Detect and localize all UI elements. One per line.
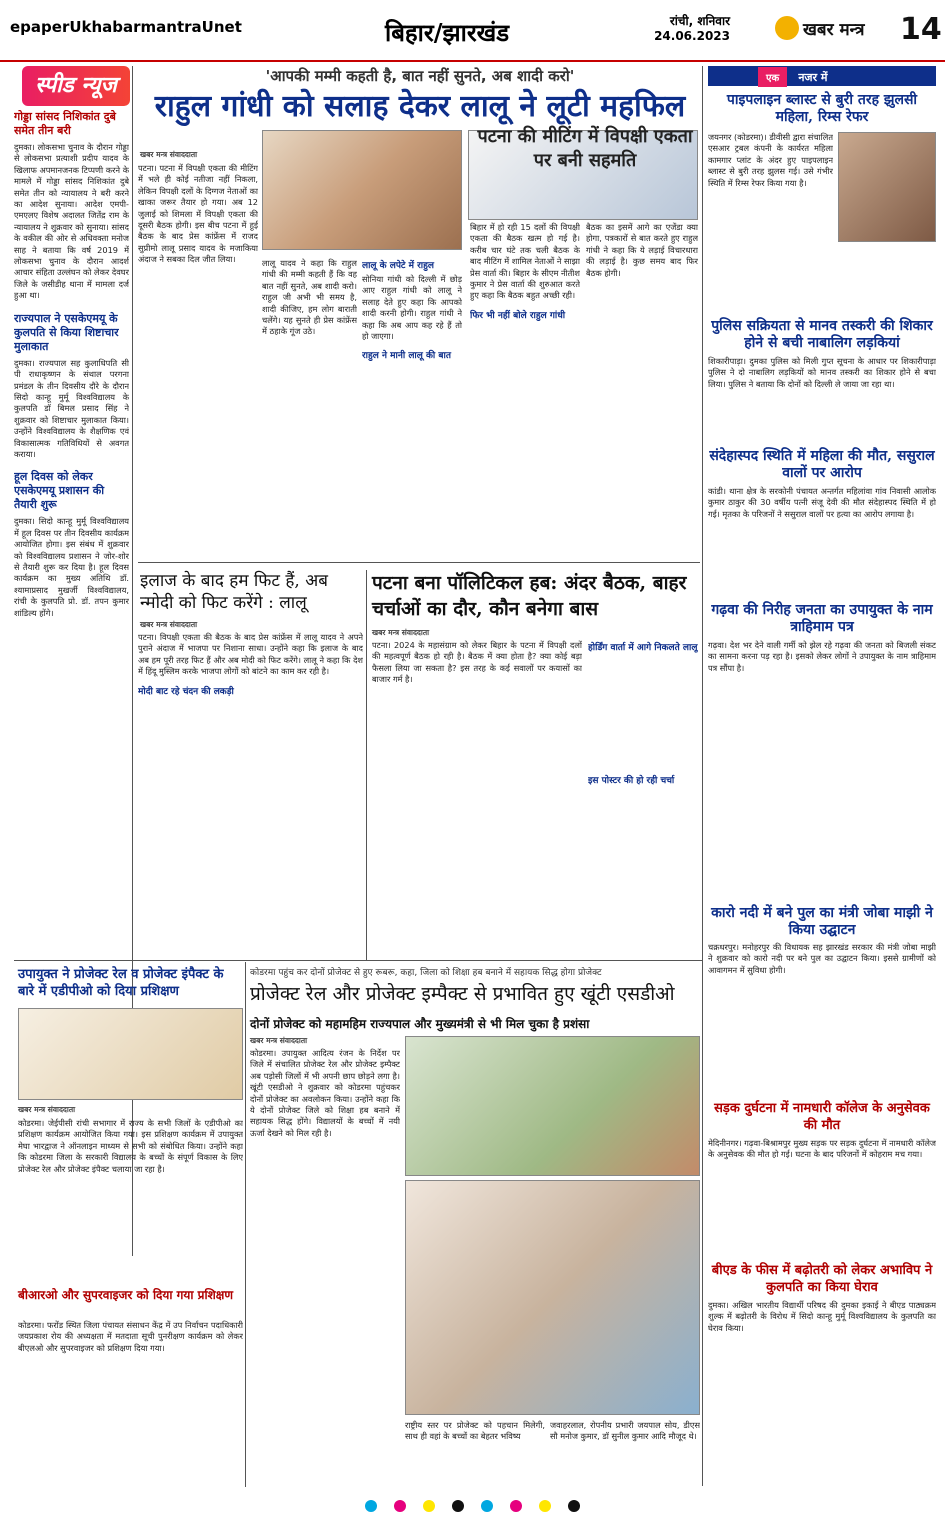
logo-icon bbox=[775, 16, 799, 40]
speed-news-badge: स्पीड न्यूज bbox=[22, 66, 130, 106]
koderma-caption-2 bbox=[550, 1420, 700, 1488]
right-body: गढ़वा। देश भर देने वाली गर्मी को झेल रहे गढ़वा की जनता को बिजली संकट का सामना करना पड़ रहा है। इसको लेकर लोगों ने उपायुक्त के नाम त्राहिमाम पत्र सौंपा है। bbox=[708, 640, 936, 673]
tag-ek: एक bbox=[758, 67, 787, 87]
story2-body: बैठक का इसमें आगे का एजेंडा क्या होगा, पत्रकारों से बात करते हुए राहुल गांधी ने कहा कि ये लड़ाई विचारधारा की लड़ाई है। कुछ समय बाद फिर बैठक होगी। bbox=[586, 222, 698, 278]
speed-news-body: दुमका। राज्यपाल सह कुलाधिपति सी पी राधाकृष्णन के संथाल परगना प्रमंडल के तीन दिवसीय दौरे के दौरान सिदो कान्हू मुर्मू विश्वविद्यालय के कुलपति डॉ बिमल प्रसाद सिंह ने शुक्रवार को शिष्टाचार मुलाकात किया। उन्होंने विश्वविद्यालय के शैक्षणिक एवं विकासात्मक गतिविधियों से अवगत कराया। bbox=[14, 357, 129, 459]
right-body-wrap bbox=[708, 640, 936, 900]
column-divider bbox=[366, 570, 367, 960]
story2-col-1 bbox=[470, 222, 580, 558]
registration-mark bbox=[481, 1500, 493, 1512]
dateline bbox=[610, 14, 730, 44]
story3-subhead: मोदी बाट रहे चंदन की लकड़ी bbox=[138, 686, 234, 697]
registration-mark bbox=[394, 1500, 406, 1512]
right-body-wrap bbox=[708, 1138, 936, 1258]
nazar-banner bbox=[708, 66, 936, 86]
registration-mark bbox=[568, 1500, 580, 1512]
story3-headline: इलाज के बाद हम फिट हैं, अब न्मोदी को फिट करेंगे : लालू bbox=[140, 571, 328, 613]
training-photo bbox=[18, 1008, 243, 1100]
section-divider bbox=[138, 562, 700, 563]
story2-col-2 bbox=[586, 222, 698, 558]
story4-col-1 bbox=[372, 640, 582, 955]
right-body: दुमका। अखिल भारतीय विद्यार्थी परिषद की दुमका इकाई ने बीएड पाठ्यक्रम शुल्क में बढ़ोतरी के विरोध में सिदो कान्हू मुर्मू विश्वविद्यालय के कुलपति का घेराव किया। bbox=[708, 1300, 936, 1333]
issue-date: 24.06.2023 bbox=[654, 29, 730, 43]
upayukt-headline: उपायुक्त ने प्रोजेक्ट रेल व प्रोजेक्ट इंपैक्ट के बारे में एडीपीओ को दिया प्रशिक्षण bbox=[18, 967, 224, 999]
lead-body: लालू यादव ने कहा कि राहुल गांधी की मम्मी कहती हैं कि वह बात नहीं सुनते, अब शादी करो। राहुल जी अभी भी समय है, शादी कीजिए, हम लोग बाराती चलेंगे। यह सुनते ही प्रेस कांफ्रेंस में ठहाके गूंज उठे। bbox=[262, 258, 357, 337]
right-body: कांडी। थाना क्षेत्र के सरकोनी पंचायत अन्तर्गत महिलांवा गांव निवासी आलोक कुमार ठाकुर की 30 वर्षीय पत्नी संजू देवी की मौत संदेहास्पद स्थिति में हो गई। मृतका के परिजनों ने ससुराल वालों पर हत्या का आरोप लगाया है। bbox=[708, 486, 936, 519]
lead-photo bbox=[262, 130, 462, 250]
bio-body-wrap bbox=[18, 1320, 243, 1480]
right-body-wrap bbox=[708, 132, 833, 312]
story4-byline: खबर मन्त्र संवाददाता bbox=[372, 628, 430, 637]
registration-mark bbox=[539, 1500, 551, 1512]
right-body-wrap bbox=[708, 1300, 936, 1485]
upayukt-body: कोडरमा। जेईपीसी रांची सभागार में राज्य के सभी जिलों के एडीपीओ का प्रशिक्षण कार्यक्रम आयोजित किया गया। इस प्रशिक्षण कार्यक्रम में उपायुक्त मेघा भारद्वाज ने ऑनलाइन माध्यम से सभी को संबोधित किया। उन्होंने कहा कि कोडरमा जिला के सरकारी विद्यालय के बच्चों के संपूर्ण विकास के लिए प्रोजेक्ट रेल और प्रोजेक्ट इंपैक्ट चलाया जा रहा है। bbox=[18, 1118, 243, 1174]
speed-news-body: दुमका। सिदो कान्हू मुर्मू विश्वविद्यालय में हूल दिवस पर तीन दिवसीय कार्यक्रम आयोजित होगा। इस संबंध में शुक्रवार को विश्वविद्यालय प्रशासन ने जोर-शोर से तैयारी शुरू कर दिया है। हूल दिवस कार्यक्रम का मुख्य अतिथि डॉ. श्यामाप्रसाद मुखर्जी विश्वविद्यालय, रांची के कुलपति प्रो. डॉ. तपन कुमार शांडिल्य होंगे। bbox=[14, 516, 129, 618]
story3-body-wrap bbox=[138, 632, 363, 957]
brand-logo bbox=[775, 16, 895, 46]
photo-caption: जवाहरलाल, रोपनीय प्रभारी जयपाल सोय, डीएस सौ मनोज कुमार, डॉ सुनील कुमार आदि मौजूद थे। bbox=[550, 1420, 700, 1442]
section-divider bbox=[14, 960, 702, 961]
koderma-headline: प्रोजेक्ट रेल और प्रोजेक्ट इम्पैक्ट से प्रभावित हुए खूंटी एसडीओ bbox=[250, 983, 675, 1005]
story2-body: बिहार में हो रही 15 दलों की विपक्षी एकता की बैठक खत्म हो गई है। करीब चार घंटे तक चली बैठक के बाद मीटिंग में शामिल नेताओं ने साझा प्रेस वार्ता की। बिहार के सीएम नीतीश कुमार ने प्रेस वार्ता की शुरुआत करते हुए कहा कि बैठक बहुत अच्छी रही। bbox=[470, 222, 580, 301]
photo-caption: राष्ट्रीय स्तर पर प्रोजेक्ट को पहचान मिलेगी, साथ ही वहां के बच्चों का बेहतर भविष्य bbox=[405, 1420, 545, 1442]
site-name[interactable]: epaperUkhabarmantraUnet bbox=[10, 18, 242, 36]
right-body: जयनगर (कोडरमा)। डीवीसी द्वारा संचालित एसआर ट्रबल कंपनी के कार्यरत महिला कामगार प्लांट के अंदर हुए पाइपलाइन ब्लास्ट से बुरी तरह झुलस गई। उसे गंभीर स्थिति में रिम्स रेफर किया गया है। bbox=[708, 132, 833, 188]
registration-mark bbox=[510, 1500, 522, 1512]
right-body: शिकारीपाड़ा। दुमका पुलिस को मिली गुप्त सूचना के आधार पर शिकारीपाड़ा पुलिस ने दो नाबालिग लड़कियों को मानव तस्करी का शिकार होने से बचा लिया। पुलिस ने बताया कि दोनों को दिल्ली ले जाया जा रहा था। bbox=[708, 356, 936, 389]
koderma-body: कोडरमा। उपायुक्त आदित्य रंजन के निर्देश पर जिले में संचालित प्रोजेक्ट रेल और प्रोजेक्ट इम्पैक्ट अब पड़ोसी जिलों में भी अपनी छाप छोड़ने लगा है। खूंटी एसडीओ ने शुक्रवार को कोडरमा पहुंचकर दोनों प्रोजेक्ट का अवलोकन किया। उन्होंने कहा कि ये दोनों प्रोजेक्ट जिले को शिक्षा हब बनाने में सहायक सिद्ध होंगे। विद्यालयों के बच्चों में नयी ऊर्जा देखने को मिल रही है। bbox=[250, 1048, 400, 1138]
footer-registration-marks bbox=[0, 1490, 945, 1517]
right-body: चक्रधरपुर। मनोहरपुर की विधायक सह झारखंड सरकार की मंत्री जोबा माझी ने शुक्रवार को कारो नदी पर बने पुल का उद्घाटन किया। इससे ग्रामीणों को आवागमन में सुविधा होगी। bbox=[708, 942, 936, 975]
tag-nazar: नजर में bbox=[798, 71, 828, 84]
right-body-wrap bbox=[708, 356, 936, 444]
lead-body: सोनिया गांधी को दिल्ली में छोड़ आए राहुल गांधी को लालू ने सलाह देते हुए कहा कि आपको शादी करनी होगी। राहुल गांधी ने कहा कि अब आप कह रहे हैं तो हो जाएगा। bbox=[362, 274, 462, 342]
koderma-deck: दोनों प्रोजेक्ट को महामहिम राज्यपाल और मुख्यमंत्री से भी मिल चुका है प्रशंसा bbox=[250, 1017, 590, 1031]
brand-name: खबर मन्त्र bbox=[803, 19, 865, 40]
lead-subhead: राहुल ने मानी लालू की बात bbox=[362, 351, 451, 362]
right-headline: सड़क दुर्घटना में नामधारी कॉलेज के अनुसेवक की मौत bbox=[714, 1101, 930, 1133]
right-headline: पुलिस सक्रियता से मानव तस्करी की शिकार होने से बची नाबालिग लड़कियां bbox=[711, 318, 933, 351]
story4-col-2 bbox=[588, 640, 698, 955]
koderma-byline: खबर मन्त्र संवाददाता bbox=[250, 1036, 308, 1045]
lead-headline: राहुल गांधी को सलाह देकर लालू ने लूटी महफिल bbox=[154, 89, 686, 124]
speed-news-body: दुमका। लोकसभा चुनाव के दौरान गोड्डा से लोकसभा प्रत्याशी प्रदीप यादव के खिलाफ अपमानजनक टिप्पणी करने के मामले में गोड्डा सांसद निशिकांत दुबे समेत तीन को न्यायालय ने बरी करने का आदेश सुनाया। आदेश एमपी-एमएलए विशेष अदालत जितेंद्र राम के न्यायालय ने शुक्रवार को सुनाया। सांसद के वकील की ओर से अधिवक्ता मनोज साह ने बताया कि वर्ष 2019 में लोकसभा चुनाव के दौरान आदर्श आचार संहिता उल्लंघन को लेकर देवघर जिले के जसीडीह थाना में मामला दर्ज हुआ था। bbox=[14, 142, 129, 301]
speed-news-title: हूल दिवस को लेकर एसकेएमयू प्रशासन की तैयारी शुरू bbox=[14, 470, 105, 512]
school-photo-2 bbox=[405, 1180, 700, 1415]
story4-subhead: इस पोस्टर की हो रही चर्चा bbox=[588, 776, 675, 786]
bio-headline: बीआरओ और सुपरवाइजर को दिया गया प्रशिक्षण bbox=[18, 1288, 234, 1302]
koderma-body-wrap bbox=[250, 1048, 400, 1488]
koderma-kicker: कोडरमा पहुंच कर दोनों प्रोजेक्ट से हुए रूबरू, कहा, जिला को शिक्षा हब बनाने में सहायक सिद्ध होगा प्रोजेक्ट bbox=[250, 968, 602, 978]
right-headline: बीएड के फीस में बढ़ोतरी को लेकर अभाविप ने कुलपति का किया घेराव bbox=[711, 1263, 933, 1295]
story4-body: पटना। 2024 के महासंग्राम को लेकर बिहार के पटना में विपक्षी दलों की महत्वपूर्ण बैठक हो रही है। बैठक में क्या होता है? क्या कोई बड़ा फैसला लिया जा सकता है? इस तरह के कई सवालों पर कयासों का बाजार गर्म है। bbox=[372, 640, 582, 685]
page-number: 14 bbox=[900, 12, 942, 47]
registration-mark bbox=[365, 1500, 377, 1512]
right-body-wrap bbox=[708, 942, 936, 1092]
column-divider bbox=[702, 66, 703, 1486]
story4-subhead: होर्डिंग वार्ता में आगे निकलते लालू bbox=[588, 643, 698, 653]
registration-mark bbox=[452, 1500, 464, 1512]
story2-subhead: फिर भी नहीं बोले राहुल गांधी bbox=[470, 310, 566, 321]
burn-victim-photo bbox=[838, 132, 936, 242]
upayukt-byline: खबर मन्त्र संवाददाता bbox=[18, 1105, 76, 1114]
koderma-caption-1 bbox=[405, 1420, 545, 1488]
right-body: मेदिनीनगर। गढ़वा-बिश्रामपुर मुख्य सड़क पर सड़क दुर्घटना में नामधारी कॉलेज के अनुसेवक की मौत हो गई। घटना के बाद परिजनों में कोहराम मच गया। bbox=[708, 1138, 936, 1160]
lead-col-2 bbox=[262, 258, 357, 558]
right-headline: पाइपलाइन ब्लास्ट से बुरी तरह झुलसी महिला, रिम्स रेफर bbox=[726, 92, 918, 125]
lead-col-3 bbox=[362, 258, 462, 558]
speed-news-title: गोड्डा सांसद निशिकांत दुबे समेत तीन बरी bbox=[14, 110, 116, 137]
school-photo-1 bbox=[405, 1036, 700, 1176]
lead-byline: खबर मन्त्र संवाददाता bbox=[140, 150, 198, 159]
city-day: रांची, शनिवार bbox=[669, 14, 730, 28]
speed-news-title: राज्यपाल ने एसकेएमयू के कुलपति से किया शिष्टाचार मुलाकात bbox=[14, 311, 119, 353]
right-headline: कारो नदी में बने पुल का मंत्री जोबा माझी ने किया उद्घाटन bbox=[711, 905, 933, 938]
right-headline: संदेहास्पद स्थिति में महिला की मौत, ससुराल वालों पर आरोप bbox=[709, 448, 935, 481]
upayukt-body-wrap bbox=[18, 1118, 243, 1278]
lead-body: पटना। पटना में विपक्षी एकता की मीटिंग में भले ही कोई नतीजा नहीं निकला, लेकिन विपक्षी दलों के दिग्गज नेताओं का खाका जरूर तैयार हो गया। अब 12 जुलाई को शिमला में विपक्षी एकता की दूसरी बैठक होगी। इस बीच पटना में हुई बैठक के बाद प्रेस कांफ्रेंस में राजद सुप्रीमो लालू प्रसाद यादव के मजाकिया अंदाज ने सबका दिल जीत लिया। bbox=[138, 163, 258, 265]
story3-byline: खबर मन्त्र संवाददाता bbox=[140, 620, 198, 629]
section-title: बिहार/झारखंड bbox=[385, 18, 510, 47]
story3-body: पटना। विपक्षी एकता की बैठक के बाद प्रेस कांफ्रेंस में लालू यादव ने अपने पुराने अंदाज में भाजपा पर निशाना साधा। उन्होंने कहा कि इलाज के बाद अब हम पूरी तरह फिट हैं और अब मोदी को फिट करेंगे। लालू ने कहा कि देश में हिंदू मुस्लिम करके भाजपा लोगों को बांटने का काम कर रही है। bbox=[138, 632, 363, 677]
right-headline: गढ़वा की निरीह जनता का उपायुक्त के नाम त्राहिमाम पत्र bbox=[711, 602, 933, 635]
story2-headline: पटना की मीटिंग में विपक्षी एकता पर बनी सहमति bbox=[477, 126, 693, 171]
story4-headline: पटना बना पॉलिटिकल हब: अंदर बैठक, बाहर चर्चाओं का दौर, कौन बनेगा बास bbox=[372, 572, 687, 620]
registration-mark bbox=[423, 1500, 435, 1512]
bio-body: कोडरमा। फरोंड स्थित जिला पंचायत संसाधन केंद्र में उप निर्वाचन पदाधिकारी जयप्रकाश रोय की अध्यक्षता में मतदाता सूची पुनरीक्षण कार्यक्रम को लेकर बीएलओ और सुपरवाइजर को प्रशिक्षण दिया गया। bbox=[18, 1320, 243, 1353]
lead-col-1 bbox=[138, 163, 258, 558]
lead-subhead: लालू के लपेटे में राहुल bbox=[362, 261, 435, 271]
lead-kicker: 'आपकी मम्मी कहती है, बात नहीं सुनते, अब शादी करो' bbox=[265, 67, 575, 85]
column-divider bbox=[245, 962, 246, 1487]
right-body-wrap bbox=[708, 486, 936, 598]
